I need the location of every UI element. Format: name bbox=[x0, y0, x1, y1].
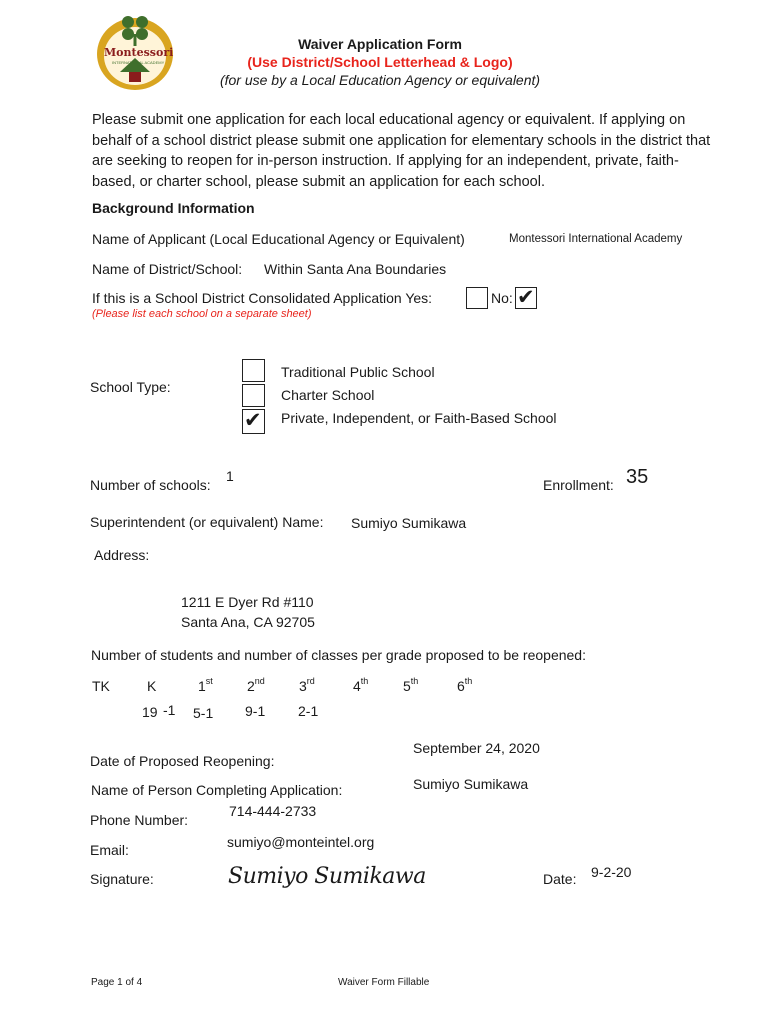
consolidated-yes-checkbox[interactable] bbox=[466, 287, 488, 309]
grade-value-3[interactable]: 2-1 bbox=[298, 703, 319, 719]
district-field[interactable]: Within Santa Ana Boundaries bbox=[264, 261, 447, 277]
grade-header-5: 5th bbox=[403, 676, 419, 694]
grade-value-k[interactable]: 19 bbox=[142, 704, 158, 720]
phone-field[interactable]: 714-444-2733 bbox=[229, 803, 317, 819]
schools-count-field[interactable]: 1 bbox=[226, 468, 234, 484]
checkmark-icon: ✔ bbox=[517, 285, 535, 309]
grades-label: Number of students and number of classes per grade proposed to be reopened: bbox=[91, 647, 586, 663]
phone-label: Phone Number: bbox=[90, 812, 189, 828]
school-type-checkbox-private[interactable] bbox=[242, 409, 265, 434]
checkmark-icon: ✔ bbox=[244, 408, 262, 432]
grade-header-1: 1st bbox=[198, 676, 213, 694]
grade-header-4: 4th bbox=[353, 676, 369, 694]
school-type-option-label: Charter School bbox=[281, 387, 375, 403]
address-line2[interactable]: Santa Ana, CA 92705 bbox=[181, 614, 315, 630]
signature-date-label: Date: bbox=[543, 871, 577, 887]
address-label: Address: bbox=[94, 547, 150, 563]
school-type-checkbox-charter[interactable] bbox=[242, 384, 265, 407]
email-field[interactable]: sumiyo@monteintel.org bbox=[227, 834, 375, 850]
address-line1[interactable]: 1211 E Dyer Rd #110 bbox=[181, 594, 314, 610]
enrollment-label: Enrollment: bbox=[543, 477, 614, 493]
consolidated-no-checkbox[interactable] bbox=[515, 287, 537, 309]
schools-count-label: Number of schools: bbox=[90, 477, 211, 493]
grade-header-3: 3rd bbox=[299, 676, 315, 694]
applicant-label: Name of Applicant (Local Educational Agency or Equivalent) bbox=[92, 231, 465, 247]
school-type-option-label: Traditional Public School bbox=[281, 364, 435, 380]
completer-label: Name of Person Completing Application: bbox=[91, 782, 343, 798]
logo-text: Montessori bbox=[104, 46, 174, 59]
form-subtitle: (Use District/School Letterhead & Logo) bbox=[247, 54, 513, 70]
signature-label: Signature: bbox=[90, 871, 154, 887]
grade-value-1[interactable]: 5-1 bbox=[193, 705, 214, 721]
consolidated-label: If this is a School District Consolidated Application Yes: bbox=[92, 290, 433, 306]
grade-header-6: 6th bbox=[457, 676, 473, 694]
school-type-checkbox-traditional[interactable] bbox=[242, 359, 265, 382]
form-title: Waiver Application Form bbox=[298, 36, 462, 52]
grade-value-2[interactable]: 9-1 bbox=[245, 703, 266, 719]
consolidated-no-label: No: bbox=[491, 290, 513, 306]
signature-field[interactable]: Sumiyo Sumikawa bbox=[228, 864, 426, 889]
form-note: (for use by a Local Education Agency or equivalent) bbox=[219, 72, 541, 88]
signature-date-field[interactable]: 9-2-20 bbox=[591, 864, 632, 880]
footer-form-name: Waiver Form Fillable bbox=[338, 977, 430, 988]
consolidated-note: (Please list each school on a separate sheet) bbox=[92, 308, 312, 320]
grade-header-k: K bbox=[147, 678, 157, 694]
superintendent-label: Superintendent (or equivalent) Name: bbox=[90, 514, 324, 530]
section-heading: Background Information bbox=[92, 200, 255, 216]
logo-subtext: INTERNATIONAL ACADEMY bbox=[112, 60, 165, 65]
school-type-label: School Type: bbox=[90, 379, 171, 395]
district-label: Name of District/School: bbox=[92, 261, 243, 277]
completer-field[interactable]: Sumiyo Sumikawa bbox=[413, 776, 529, 792]
superintendent-field[interactable]: Sumiyo Sumikawa bbox=[351, 515, 467, 531]
footer-page-number: Page 1 of 4 bbox=[91, 977, 143, 988]
grade-value-k-classes[interactable]: -1 bbox=[163, 702, 176, 718]
school-logo bbox=[94, 10, 176, 92]
reopening-date-label: Date of Proposed Reopening: bbox=[90, 753, 275, 769]
grade-header-tk: TK bbox=[92, 678, 110, 694]
applicant-field[interactable]: Montessori International Academy bbox=[509, 233, 683, 245]
school-type-option-label: Private, Independent, or Faith-Based School bbox=[281, 410, 557, 426]
intro-paragraph: Please submit one application for each local educational agency or equivalent. If applying on behalf of a school district please submit one application for elementary schools in the district that are seeking to reopen for in-person instruction. If applying for an independent, private, faith-based, or charter school, please submit an application for each school. bbox=[92, 112, 711, 190]
email-label: Email: bbox=[90, 842, 129, 858]
grade-header-2: 2nd bbox=[247, 676, 265, 694]
enrollment-field[interactable]: 35 bbox=[626, 466, 649, 488]
reopening-date-field[interactable]: September 24, 2020 bbox=[413, 740, 540, 756]
